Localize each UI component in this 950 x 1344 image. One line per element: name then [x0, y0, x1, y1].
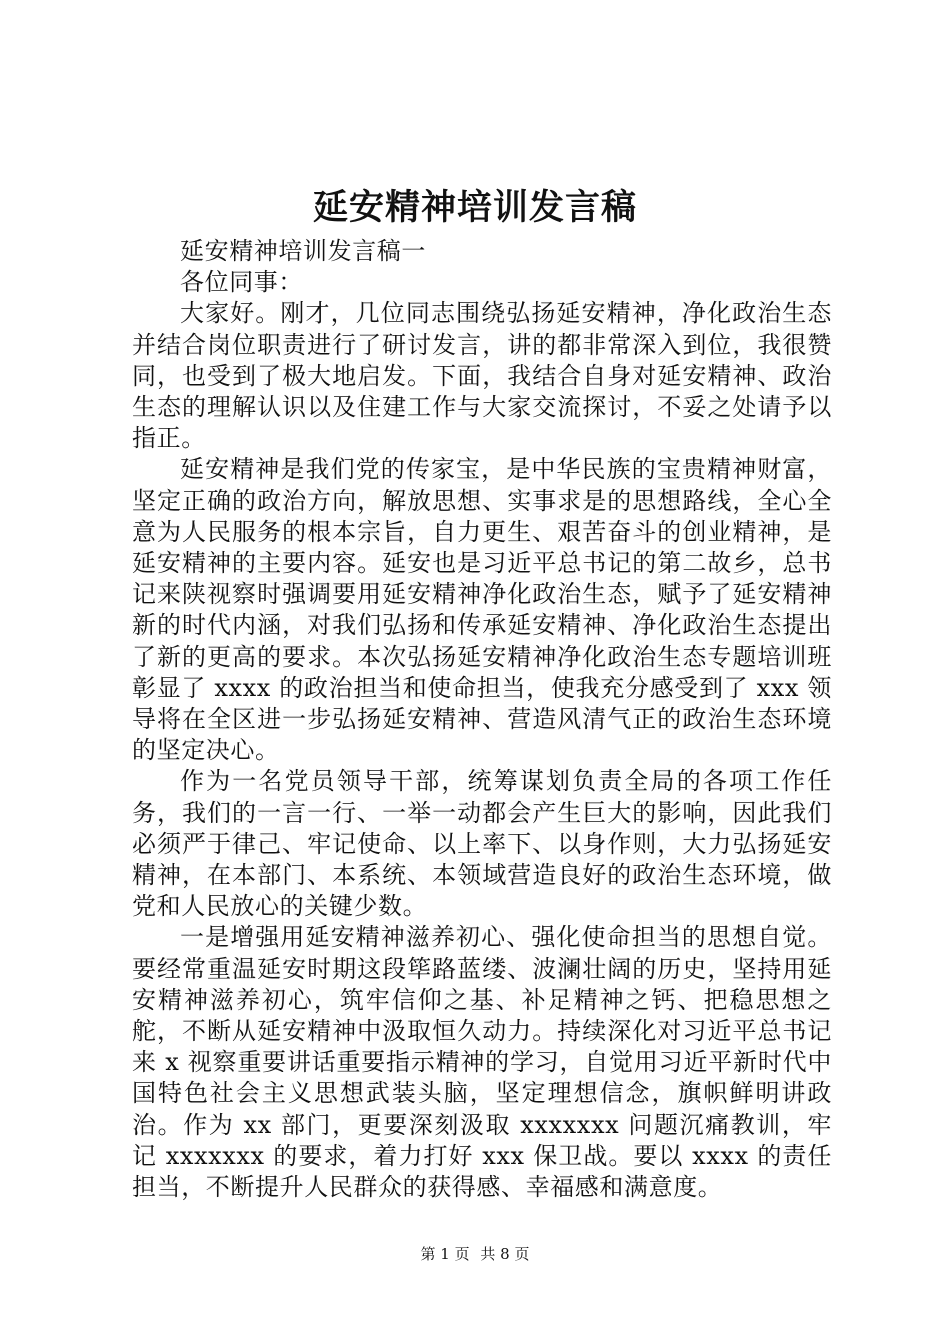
body-paragraph: 延安精神是我们党的传家宝，是中华民族的宝贵精神财富，坚定正确的政治方向，解放思想、实事求是的思想路线，全心全意为人民服务的根本宗旨，自力更生、艰苦奋斗的创业精神，是延安精神的主要内容。延安也是习近平总书记的第二故乡，总书记来陕视察时强调要用延安精神净化政治生态，赋予了延安精神新的时代内涵，对我们弘扬和传承延安精神、净化政治生态提出了新的更高的要求。本次弘扬延安精神净化政治生态专题培训班彰显了 xxxx 的政治担当和使命担当，使我充分感受到了 xxx 领导将在全区进一步弘扬延安精神、营造风清气正的政治生态环境的坚定决心。	[132, 455, 832, 765]
document-body	[132, 236, 832, 1203]
salutation-paragraph: 各位同事：	[180, 268, 303, 297]
page-number: 第 1 页	[420, 1245, 470, 1263]
body-paragraph: 大家好。刚才，几位同志围绕弘扬延安精神，净化政治生态并结合岗位职责进行了研讨发言，讲的都非常深入到位，我很赞同，也受到了极大地启发。下面，我结合自身对延安精神、政治生态的理解认识以及住建工作与大家交流探讨，不妥之处请予以指正。	[132, 299, 832, 453]
body-paragraph: 一是增强用延安精神滋养初心、强化使命担当的思想自觉。要经常重温延安时期这段筚路蓝缕、波澜壮阔的历史，坚持用延安精神滋养初心，筑牢信仰之基、补足精神之钙、把稳思想之舵，不断从延安精神中汲取恒久动力。持续深化对习近平总书记来 x 视察重要讲话重要指示精神的学习，自觉用习近平新时代中国特色社会主义思想武装头脑，坚定理想信念，旗帜鲜明讲政治。作为 xx 部门，更要深刻汲取 xxxxxxx 问题沉痛教训，牢记 xxxxxxx 的要求，着力打好 xxx 保卫战。要以 xxxx 的责任担当，不断提升人民群众的获得感、幸福感和满意度。	[132, 923, 832, 1202]
page-footer	[0, 1244, 950, 1264]
subtitle-paragraph: 延安精神培训发言稿一	[180, 237, 426, 265]
document-title: 延安精神培训发言稿	[312, 187, 637, 228]
page-total: 共 8 页	[480, 1245, 530, 1263]
body-paragraph: 作为一名党员领导干部，统筹谋划负责全局的各项工作任务，我们的一言一行、一举一动都会产生巨大的影响，因此我们必须严于律己、牢记使命、以上率下、以身作则，大力弘扬延安精神，在本部门、本系统、本领域营造良好的政治生态环境，做党和人民放心的关键少数。	[132, 767, 832, 921]
